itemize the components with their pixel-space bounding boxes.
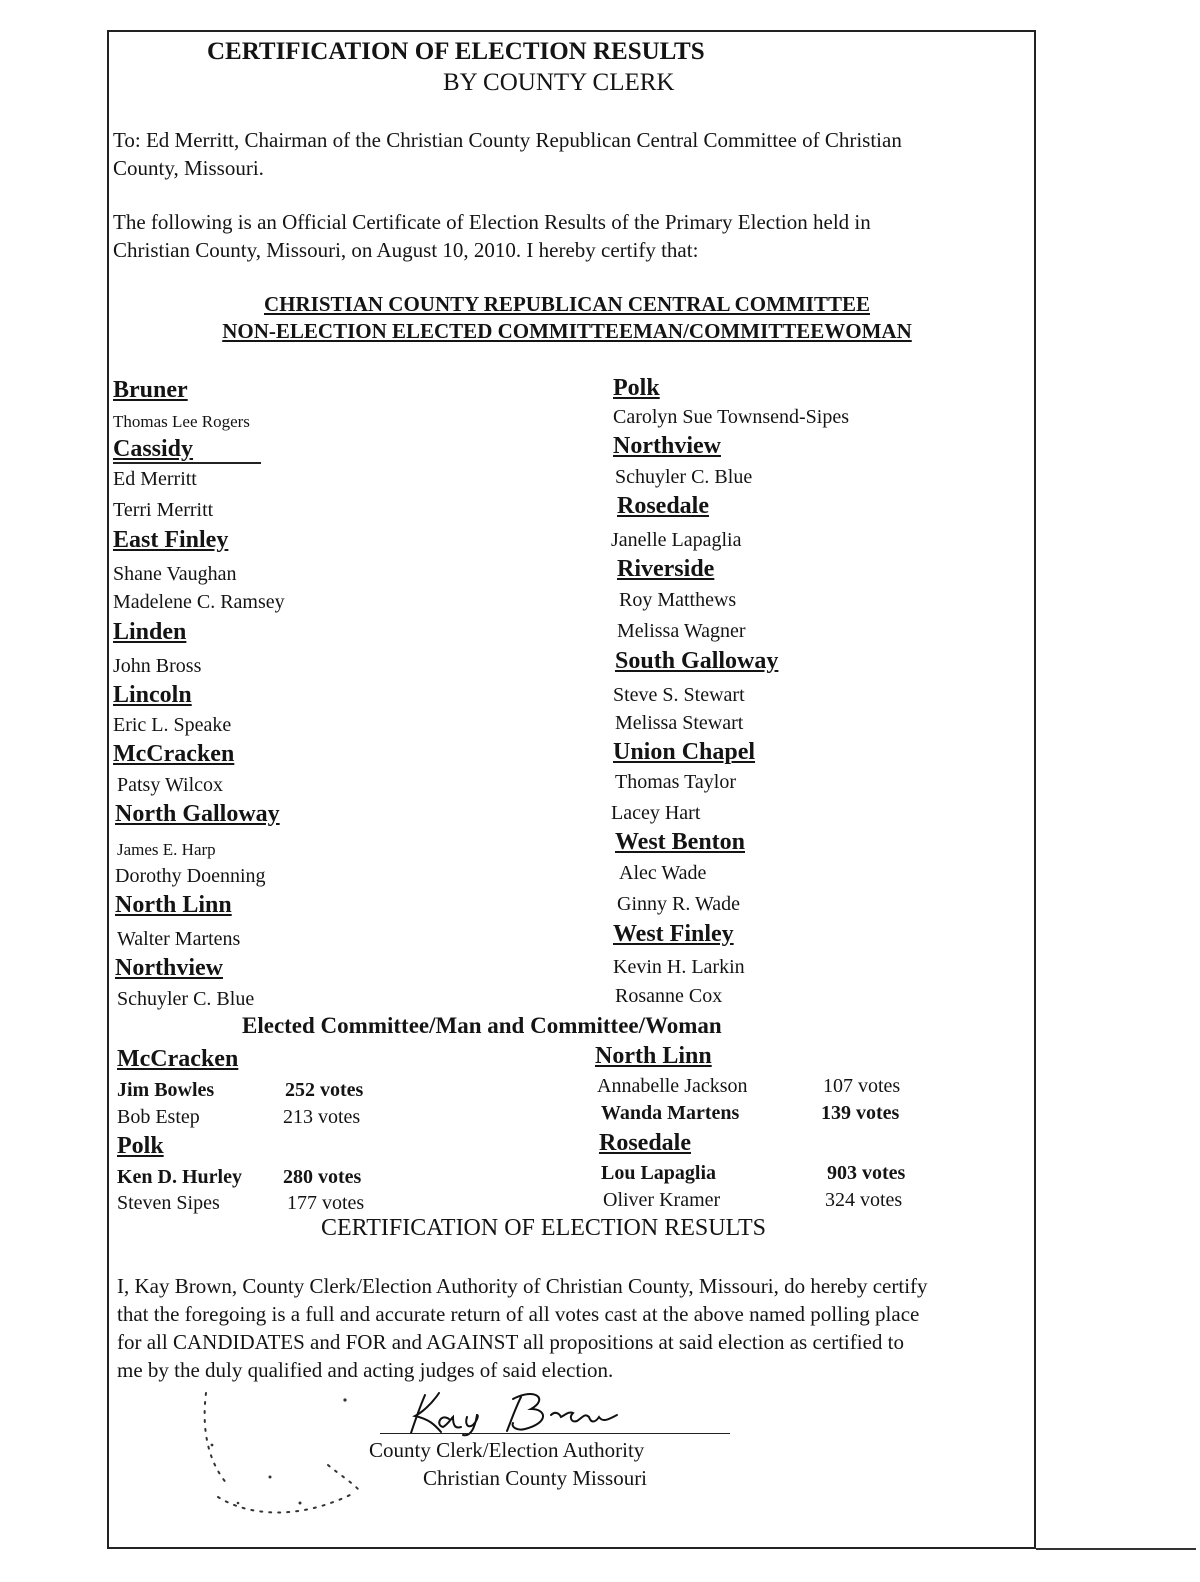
candidate-name: Ken D. Hurley <box>117 1166 242 1188</box>
committee-member: Lacey Hart <box>611 802 701 824</box>
committee-member: Thomas Taylor <box>615 771 736 793</box>
certification-text: I, Kay Brown, County Clerk/Election Authority of Christian County, Missouri, do hereby certify <box>117 1274 928 1298</box>
committee-member: James E. Harp <box>117 840 216 859</box>
committee-member: Patsy Wilcox <box>117 774 224 796</box>
page-edge-rule <box>1036 1548 1196 1550</box>
precinct-heading: McCracken <box>117 1046 239 1072</box>
candidate-name: Oliver Kramer <box>603 1189 721 1211</box>
precinct-heading: Union Chapel <box>613 739 756 765</box>
vote-count: 107 votes <box>823 1075 901 1097</box>
precinct-heading: Northview <box>613 433 721 459</box>
committee-member: Melissa Wagner <box>617 620 746 642</box>
addressee-line: To: Ed Merritt, Chairman of the Christian County Republican Central Committee of Christian <box>113 128 902 152</box>
elected-section-title: Elected Committee/Man and Committee/Woman <box>242 1013 722 1038</box>
committee-member: Shane Vaughan <box>113 563 237 585</box>
candidate-name: Annabelle Jackson <box>597 1075 748 1097</box>
precinct-heading: Riverside <box>617 556 715 582</box>
committee-member: Madelene C. Ramsey <box>113 591 285 613</box>
vote-count: 903 votes <box>827 1162 906 1184</box>
committee-member: Melissa Stewart <box>615 712 744 734</box>
committee-member: Steve S. Stewart <box>613 684 745 706</box>
section-heading: CHRISTIAN COUNTY REPUBLICAN CENTRAL COMMITTEE <box>264 292 870 316</box>
precinct-heading: West Finley <box>613 921 734 947</box>
certification-title: CERTIFICATION OF ELECTION RESULTS <box>321 1215 767 1241</box>
candidate-name: Wanda Martens <box>601 1102 740 1124</box>
precinct-heading: Lincoln <box>113 682 192 708</box>
certification-text: for all CANDIDATES and FOR and AGAINST all propositions at said election as certified to <box>117 1330 904 1354</box>
precinct-heading: South Galloway <box>615 648 779 674</box>
vote-count: 177 votes <box>287 1192 365 1214</box>
signature-line <box>380 1433 730 1434</box>
vote-count: 252 votes <box>285 1079 364 1101</box>
committee-member: Rosanne Cox <box>615 985 723 1007</box>
precinct-underline <box>113 462 261 464</box>
candidate-name: Lou Lapaglia <box>601 1162 717 1184</box>
precinct-heading: Polk <box>117 1133 164 1159</box>
handwritten-signature <box>385 1385 645 1437</box>
precinct-heading: Northview <box>115 955 223 981</box>
committee-member: Dorothy Doenning <box>115 865 266 887</box>
signer-title: County Clerk/Election Authority <box>369 1438 645 1462</box>
committee-member: Alec Wade <box>619 862 707 884</box>
committee-member: Walter Martens <box>117 928 241 950</box>
document-subtitle: BY COUNTY CLERK <box>443 69 675 96</box>
committee-member: Ed Merritt <box>113 468 197 490</box>
precinct-heading: North Galloway <box>115 801 280 827</box>
vote-count: 280 votes <box>283 1166 362 1188</box>
section-heading: NON-ELECTION ELECTED COMMITTEEMAN/COMMITTEEWOMAN <box>222 319 912 343</box>
committee-member: Thomas Lee Rogers <box>113 412 250 431</box>
candidate-name: Bob Estep <box>117 1106 200 1128</box>
certificate-statement: The following is an Official Certificate of Election Results of the Primary Election held in <box>113 210 871 234</box>
signer-county: Christian County Missouri <box>423 1466 648 1490</box>
committee-member: Ginny R. Wade <box>617 893 741 915</box>
committee-member: Schuyler C. Blue <box>615 466 753 488</box>
committee-member: Kevin H. Larkin <box>613 956 745 978</box>
addressee-line: County, Missouri. <box>113 156 264 180</box>
candidate-name: Jim Bowles <box>117 1079 215 1101</box>
embossed-seal-icon <box>200 1385 370 1520</box>
committee-member: Eric L. Speake <box>113 714 232 736</box>
document-title: CERTIFICATION OF ELECTION RESULTS <box>207 38 705 65</box>
precinct-heading: Bruner <box>113 377 188 403</box>
committee-member: Carolyn Sue Townsend-Sipes <box>613 406 849 428</box>
precinct-heading: Polk <box>613 375 660 401</box>
certificate-statement: Christian County, Missouri, on August 10, 2010. I hereby certify that: <box>113 238 699 262</box>
certification-text: that the foregoing is a full and accurate return of all votes cast at the above named polling place <box>117 1302 920 1326</box>
precinct-heading: North Linn <box>595 1043 712 1069</box>
committee-member: Janelle Lapaglia <box>611 529 742 551</box>
committee-member: Schuyler C. Blue <box>117 988 255 1010</box>
vote-count: 139 votes <box>821 1102 900 1124</box>
vote-count: 213 votes <box>283 1106 361 1128</box>
precinct-heading: West Benton <box>615 829 746 855</box>
candidate-name: Steven Sipes <box>117 1192 220 1214</box>
precinct-heading: Rosedale <box>617 493 709 519</box>
vote-count: 324 votes <box>825 1189 903 1211</box>
committee-member: Terri Merritt <box>113 499 214 521</box>
precinct-heading: North Linn <box>115 892 232 918</box>
certification-text: me by the duly qualified and acting judges of said election. <box>117 1358 614 1382</box>
committee-member: John Bross <box>113 655 202 677</box>
precinct-heading: Cassidy <box>113 436 194 462</box>
precinct-heading: East Finley <box>113 527 229 553</box>
precinct-heading: Linden <box>113 619 187 645</box>
precinct-heading: Rosedale <box>599 1130 691 1156</box>
precinct-heading: McCracken <box>113 741 235 767</box>
committee-member: Roy Matthews <box>619 589 737 611</box>
